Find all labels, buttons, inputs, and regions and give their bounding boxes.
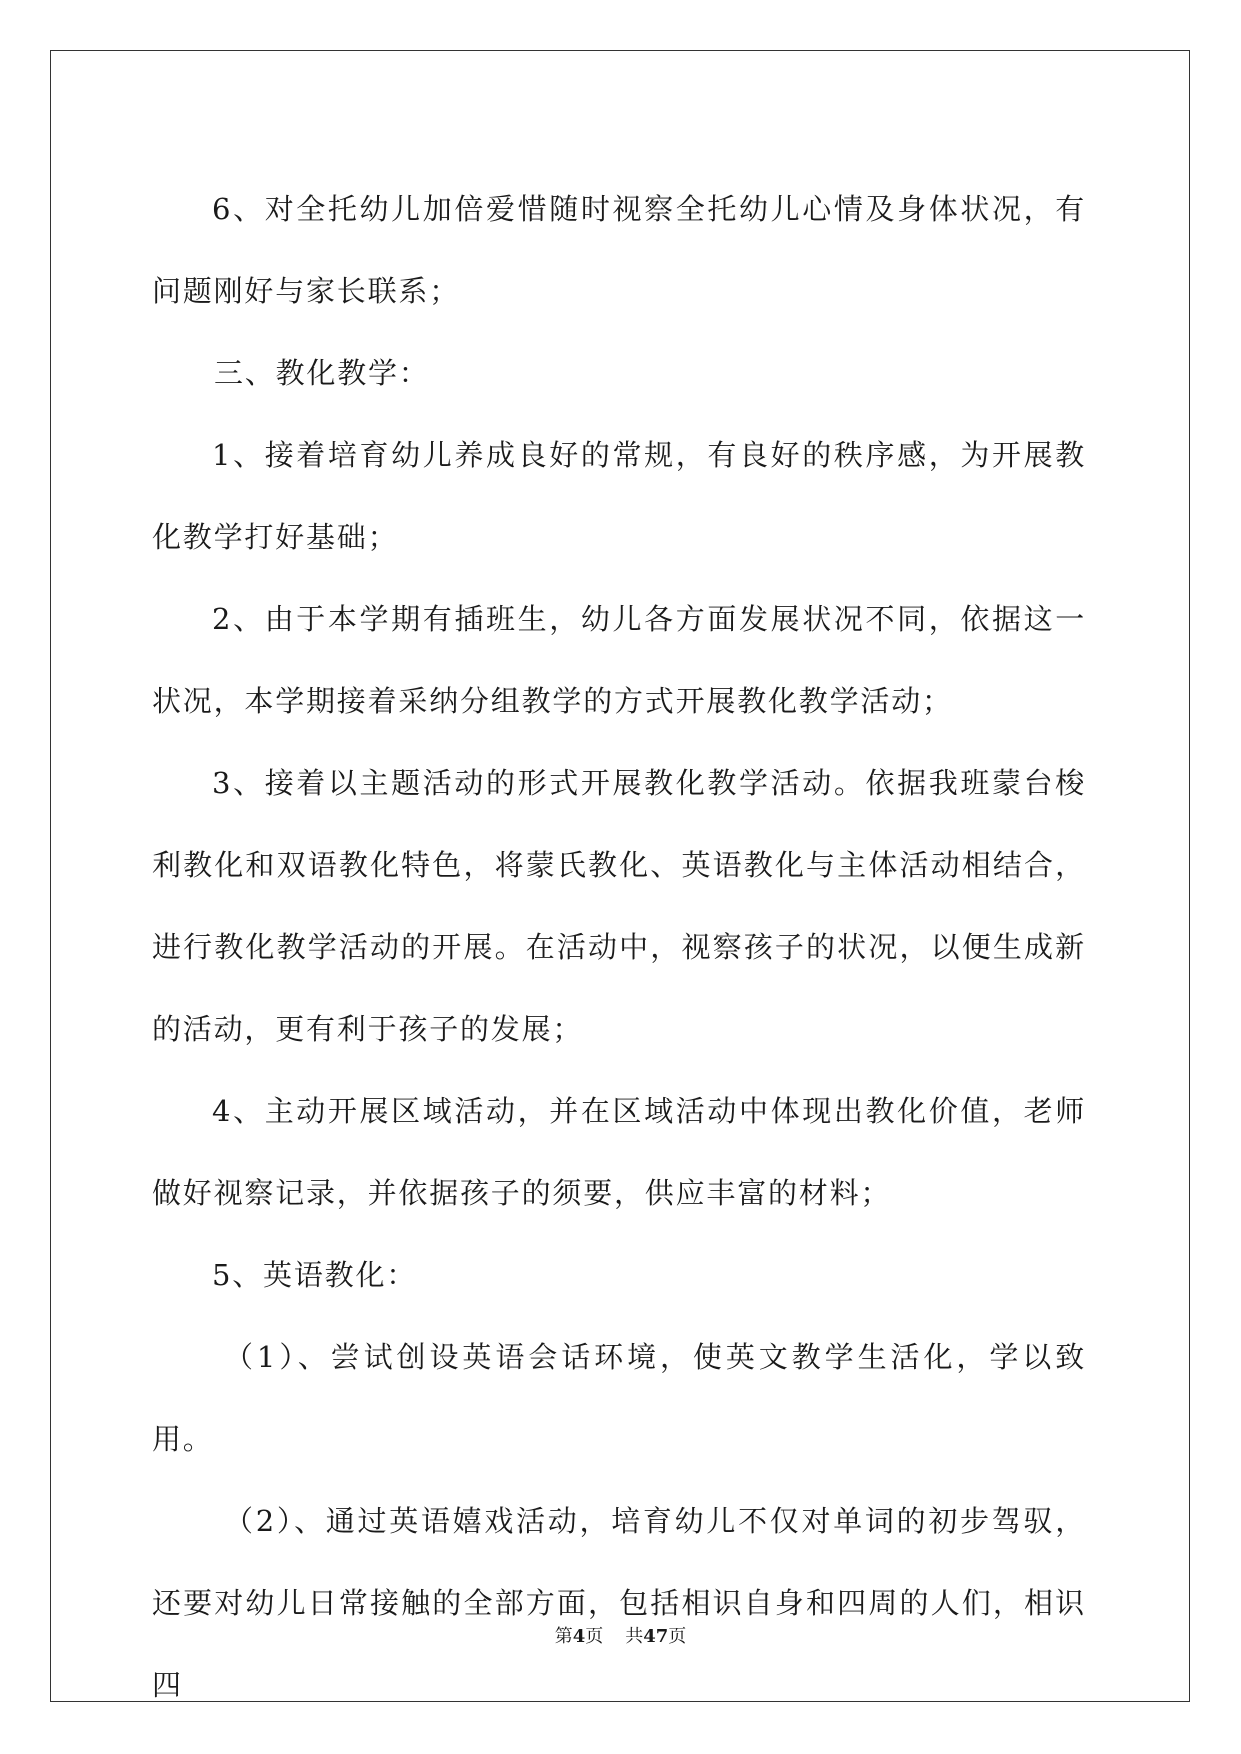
page-number: 4 bbox=[572, 1626, 586, 1647]
paragraph-item-6: 6、对全托幼儿加倍爱惜随时视察全托幼儿心情及身体状况，有问题刚好与家长联系； bbox=[152, 192, 1086, 308]
total-prefix: 共 bbox=[625, 1626, 644, 1647]
paragraph-teaching-1: 1、接着培育幼儿养成良好的常规，有良好的秩序感，为开展教化教学打好基础； bbox=[152, 438, 1086, 554]
paragraph-teaching-4: 4、主动开展区域活动，并在区域活动中体现出教化价值，老师做好视察记录，并依据孩子的须要，供应丰富的材料； bbox=[152, 1094, 1086, 1210]
total-suffix: 页 bbox=[668, 1626, 687, 1647]
document-body bbox=[152, 168, 1086, 1726]
page-suffix: 页 bbox=[585, 1626, 604, 1647]
section-heading-teaching: 三、教化教学： bbox=[214, 356, 430, 390]
paragraph-english-1: （1）、尝试创设英语会话环境，使英文教学生活化，学以致用。 bbox=[152, 1340, 1086, 1456]
paragraph-english-2: （2）、通过英语嬉戏活动，培育幼儿不仅对单词的初步驾驭，还要对幼儿日常接触的全部方面，包括相识自身和四周的人们，相识四 bbox=[152, 1504, 1086, 1702]
page-prefix: 第 bbox=[554, 1626, 573, 1647]
paragraph-teaching-2: 2、由于本学期有插班生，幼儿各方面发展状况不同，依据这一状况，本学期接着采纳分组教学的方式开展教化教学活动； bbox=[152, 602, 1086, 718]
paragraph-teaching-3: 3、接着以主题活动的形式开展教化教学活动。依据我班蒙台梭利教化和双语教化特色，将蒙氏教化、英语教化与主体活动相结合，进行教化教学活动的开展。在活动中，视察孩子的状况，以便生成新的活动，更有利于孩子的发展； bbox=[152, 766, 1086, 1046]
page-footer bbox=[0, 1622, 1241, 1648]
total-pages: 47 bbox=[643, 1626, 669, 1647]
paragraph-teaching-5: 5、英语教化： bbox=[212, 1258, 418, 1292]
